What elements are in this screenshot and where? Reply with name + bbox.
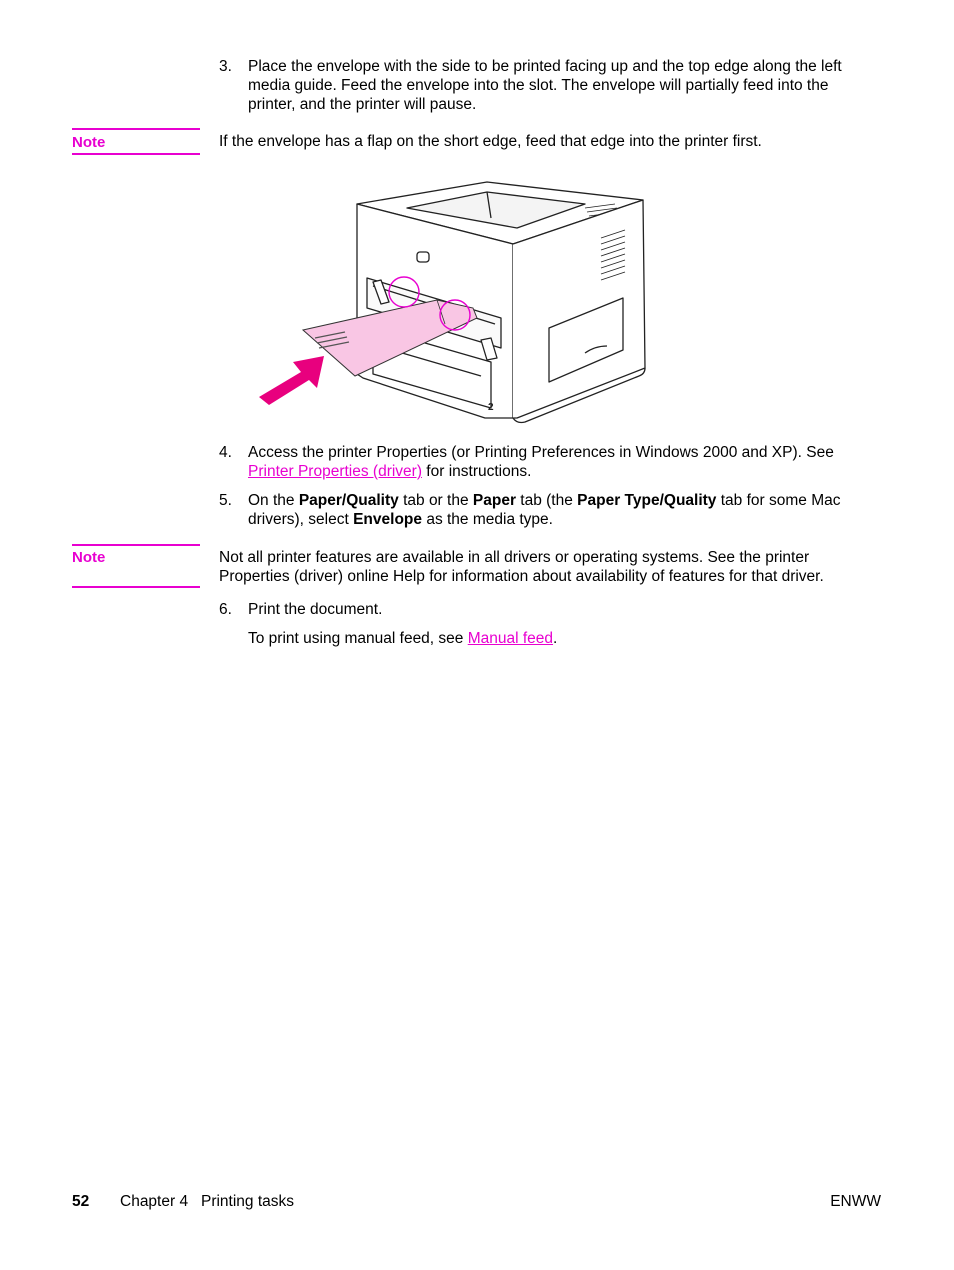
step-6-text: Print the document. [248,601,383,618]
step-5-text [248,491,878,529]
feed-direction-arrow [259,356,324,405]
envelope-term: Envelope [353,511,423,528]
page-number: 52 [72,1193,90,1210]
step-3-number: 3. [219,58,232,75]
note-2-top-rule [72,544,200,546]
step-5-segment: On the [248,492,299,509]
manual-feed-text-after: . [553,630,558,647]
note-2-bottom-rule [72,586,200,588]
note-1-label: Note [72,134,106,151]
step-4-text-before: Access the printer Properties (or Printing Preferences in Windows 2000 and XP). See [248,444,834,461]
printer-envelope-figure [255,178,655,428]
note-1-bottom-rule [72,153,200,155]
paper-type-quality-term: Paper Type/Quality [577,492,717,509]
paper-quality-term: Paper/Quality [298,492,399,509]
step-4-text [248,443,878,481]
step-5-segment: as the media type. [422,511,553,528]
step-5-segment: tab (the [515,492,578,509]
note-1-top-rule [72,128,200,130]
figure-callout-number: 2 [488,402,494,413]
step-5-segment: tab for some Mac drivers), select [248,492,841,528]
step-6-number: 6. [219,601,232,618]
step-3-text: Place the envelope with the side to be printed facing up and the top edge along the left media guide. Feed the envelope into the slot. The envelope will partially feed into the printer, and the printer will pause. [248,58,842,113]
note-2-label: Note [72,549,106,566]
printer-properties-link[interactable]: Printer Properties (driver) [248,463,422,480]
manual-feed-reference [248,629,878,648]
note-1-text: If the envelope has a flap on the short edge, feed that edge into the printer first. [219,133,762,150]
printer-illustration [255,178,655,428]
chapter-title: Chapter 4 Printing tasks [120,1193,295,1210]
paper-term: Paper [472,492,516,509]
step-4-number: 4. [219,444,232,461]
step-5-number: 5. [219,492,232,509]
manual-feed-link[interactable]: Manual feed [467,630,554,647]
step-5-segment: tab or the [398,492,473,509]
footer-enww: ENWW [830,1193,881,1210]
note-2-text: Not all printer features are available in all drivers or operating systems. See the printer Properties (driver) online Help for information about availability of features for that driver. [219,549,824,585]
step-4-text-after: for instructions. [422,463,532,480]
manual-feed-text-before: To print using manual feed, see [248,630,468,647]
